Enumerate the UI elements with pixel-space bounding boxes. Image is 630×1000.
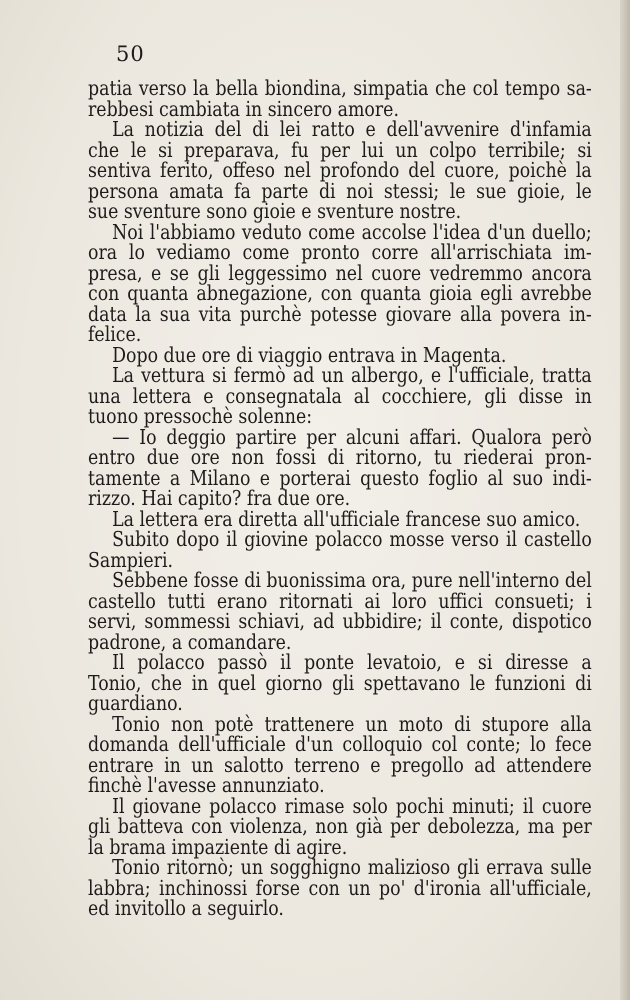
text-line: sentiva ferito, offeso nel profondo del cuore, poichè la [88,158,592,182]
text-line: sue sventure sono gioie e sventure nostre. [88,199,462,223]
page-number: 50 [116,42,145,66]
text-line: guardiano. [88,691,183,715]
text-line: gli batteva con violenza, non già per debolezza, ma per [88,814,592,838]
text-line: Subito dopo il giovine polacco mosse verso il castello [112,527,592,551]
text-line: entrare in un salotto terreno e pregollo ad attendere [88,752,592,777]
text-line: felice. [88,322,142,346]
text-line: data la sua vita purchè potesse giovare alla povera in- [88,301,592,326]
text-line: Sebbene fosse di buonissima ora, pure nell'interno del [112,568,592,592]
text-line: una lettera e consegnatala al cocchiere, gli disse in [88,383,592,408]
text-line: rebbesi cambiata in sincero amore. [88,96,399,121]
text-line: La notizia del di lei ratto e dell'avvenire d'infamia [112,117,592,141]
text-line: Sampieri. [88,547,174,572]
body-text [88,78,593,919]
text-line: ora lo vediamo come pronto corre all'arrischiata im- [88,240,592,264]
text-line: Il polacco passò il ponte levatoio, e si diresse a [112,650,592,674]
text-line: Il giovane polacco rimase solo pochi minuti; il cuore [112,793,592,818]
text-line: servi, sommessi schiavi, ad ubbidire; il conte, dispotico [88,609,592,633]
text-line: Dopo due ore di viaggio entrava in Magenta. [112,342,507,367]
text-line: ed invitollo a seguirlo. [88,896,284,920]
text-line: entro due ore non fossi di ritorno, tu riederai pron- [88,445,592,469]
text-line: tamente a Milano e porterai questo foglio al suo indi- [88,465,592,490]
text-line: padrone, a comandare. [88,629,292,654]
text-line: Tonio, che in quel giorno gli spettavano le funzioni di [88,670,592,695]
text-line: presa, e se gli leggessimo nel cuore vedremmo ancora [88,260,592,285]
text-line: La vettura si fermò ad un albergo, e l'ufficiale, tratta [112,363,592,387]
text-line: castello tutti erano ritornati ai loro uffici consueti; i [88,588,592,613]
text-line: Noi l'abbiamo veduto come accolse l'idea d'un duello; [112,219,592,244]
text-line: labbra; inchinossi forse con un po' d'ironia all'ufficiale, [88,875,592,900]
text-line: patia verso la bella biondina, simpatia che col tempo sa- [88,76,592,100]
text-line: persona amata fa parte di noi stessi; le sue gioie, le [88,178,592,203]
text-line: domanda dell'ufficiale d'un colloquio col conte; lo fece [88,732,592,756]
text-line: la brama impaziente di agire. [88,834,348,859]
text-line: finchè l'avesse annunziato. [88,773,325,797]
text-line: con quanta abnegazione, con quanta gioia egli avrebbe [88,281,592,305]
text-line: Tonio non potè trattenere un moto di stupore alla [112,711,592,736]
text-line: tuono pressochè solenne: [88,404,313,428]
text-line: che le si preparava, fu per lui un colpo terribile; si [88,137,592,162]
text-line: Tonio ritornò; un sogghigno malizioso gli errava sulle [112,855,592,879]
page-gutter-shadow [620,0,630,1000]
text-line: rizzo. Hai capito? fra due ore. [88,486,351,510]
text-line: — Io deggio partire per alcuni affari. Qualora però [112,424,592,449]
text-line: La lettera era diretta all'ufficiale francese suo amico. [112,506,581,531]
